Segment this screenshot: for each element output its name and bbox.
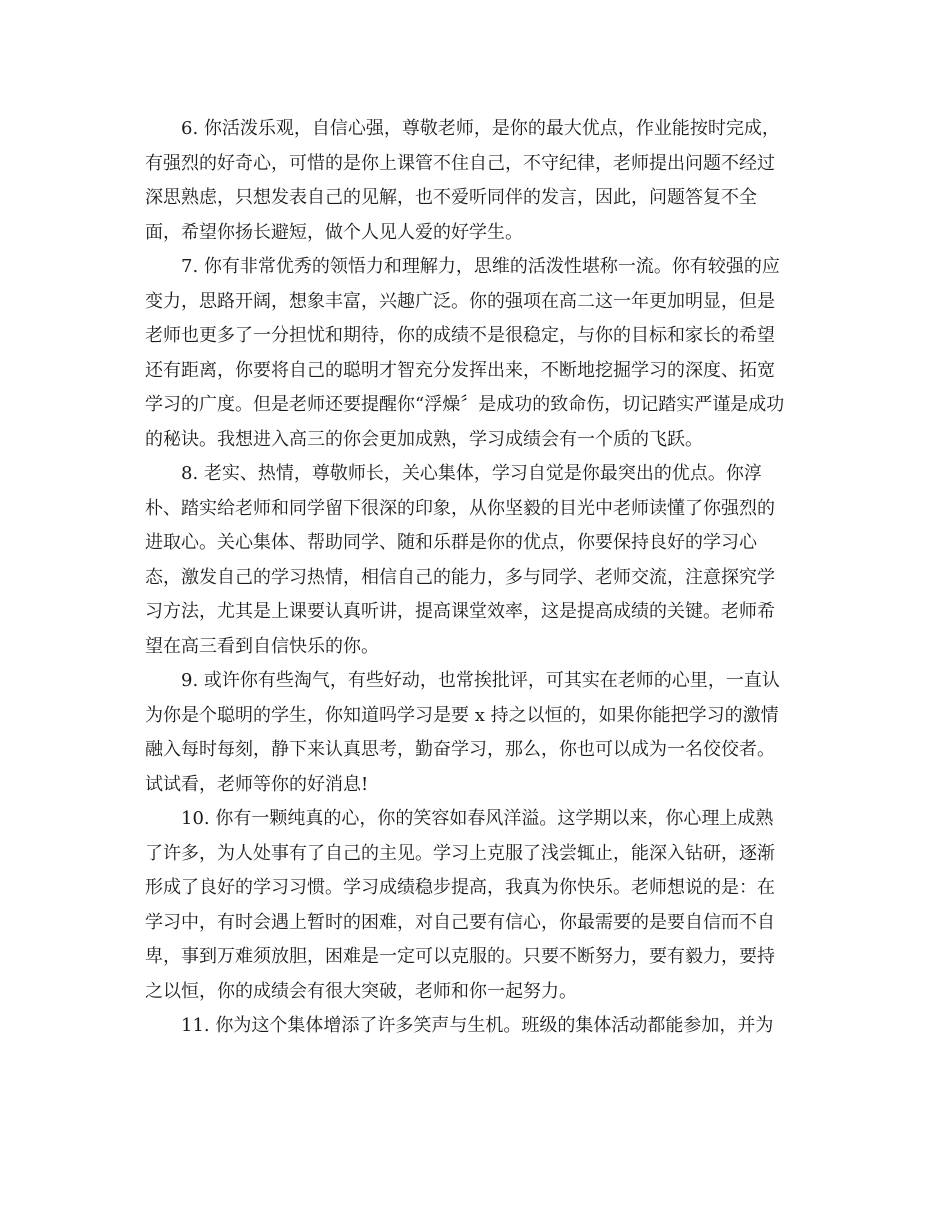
paragraph-line: 学习中，有时会遇上暂时的困难，对自己要有信心，你最需要的是要自信而不自 — [145, 911, 775, 933]
paragraph-line: 老师也更多了一分担忧和期待，你的成绩不是很稳定，与你的目标和家长的希望 — [145, 325, 775, 346]
comment-paragraph — [145, 664, 810, 802]
comment-paragraph — [145, 457, 810, 664]
paragraph-line: 形成了良好的学习习惯。学习成绩稳步提高，我真为你快乐。老师想说的是：在 — [145, 877, 775, 898]
paragraph-line: 为你是个聪明的学生，你知道吗学习是要 x 持之以恒的，如果你能把学习的激情 — [145, 704, 779, 726]
paragraph-line: 的秘诀。我想进入高三的你会更加成熟，学习成绩会有一个质的飞跃。 — [145, 428, 703, 450]
paragraph-line: 有强烈的好奇心，可惜的是你上课管不住自己，不守纪律，老师提出问题不经过 — [145, 152, 775, 174]
paragraph-line: 6. 你活泼乐观，自信心强，尊敬老师，是你的最大优点，作业能按时完成， — [181, 118, 780, 139]
paragraph-line: 深思熟虑，只想发表自己的见解，也不爱听同伴的发言，因此，问题答复不全 — [145, 187, 757, 208]
paragraph-line: 望在高三看到自信快乐的你。 — [145, 635, 379, 657]
paragraph-line: 之以恒，你的成绩会有很大突破，老师和你一起努力。 — [145, 980, 577, 1002]
paragraph-line: 习方法，尤其是上课要认真听讲，提高课堂效率，这是提高成绩的关键。老师希 — [145, 601, 775, 622]
comment-paragraph — [145, 1009, 810, 1044]
paragraph-line: 朴、踏实给老师和同学留下很深的印象，从你坚毅的目光中老师读懂了你强烈的 — [145, 497, 775, 519]
paragraph-line: 学习的广度。但是老师还要提醒你“浮燥〞是成功的致命伤，切记踏实严谨是成功 — [145, 394, 785, 415]
paragraph-line: 了许多，为人处事有了自己的主见。学习上克服了浅尝辄止，能深入钻研，逐渐 — [145, 842, 775, 864]
paragraph-line: 7. 你有非常优秀的领悟力和理解力，思维的活泼性堪称一流。你有较强的应 — [181, 256, 780, 277]
paragraph-line: 态，激发自己的学习热情，相信自己的能力，多与同学、老师交流，注意探究学 — [145, 566, 775, 588]
paragraph-line: 还有距离，你要将自己的聪明才智充分发挥出来，不断地挖掘学习的深度、拓宽 — [145, 359, 775, 381]
comment-paragraph — [145, 112, 810, 250]
paragraph-line: 11. 你为这个集体增添了许多笑声与生机。班级的集体活动都能参加，并为 — [181, 1015, 774, 1036]
comment-paragraph — [145, 250, 810, 457]
paragraph-line: 融入每时每刻，静下来认真思考，勤奋学习，那么，你也可以成为一名佼佼者。 — [145, 739, 775, 760]
paragraph-line: 试试看，老师等你的好消息! — [145, 773, 369, 795]
comment-paragraph — [145, 802, 810, 1009]
paragraph-line: 进取心。关心集体、帮助同学、随和乐群是你的优点，你要保持良好的学习心 — [145, 532, 757, 553]
paragraph-line: 8. 老实、热情，尊敬师长，关心集体，学习自觉是你最突出的优点。你淳 — [181, 463, 762, 484]
paragraph-line: 卑，事到万难须放胆，困难是一定可以克服的。只要不断努力，要有毅力，要持 — [145, 946, 775, 967]
document-body — [145, 112, 810, 1044]
paragraph-line: 面，希望你扬长避短，做个人见人爱的好学生。 — [145, 221, 523, 243]
paragraph-line: 变力，思路开阔，想象丰富，兴趣广泛。你的强项在高二这一年更加明显，但是 — [145, 290, 775, 312]
paragraph-line: 10. 你有一颗纯真的心，你的笑容如春风洋溢。这学期以来，你心理上成熟 — [181, 808, 774, 829]
paragraph-line: 9. 或许你有些淘气，有些好动，也常挨批评，可其实在老师的心里，一直认 — [181, 670, 780, 691]
